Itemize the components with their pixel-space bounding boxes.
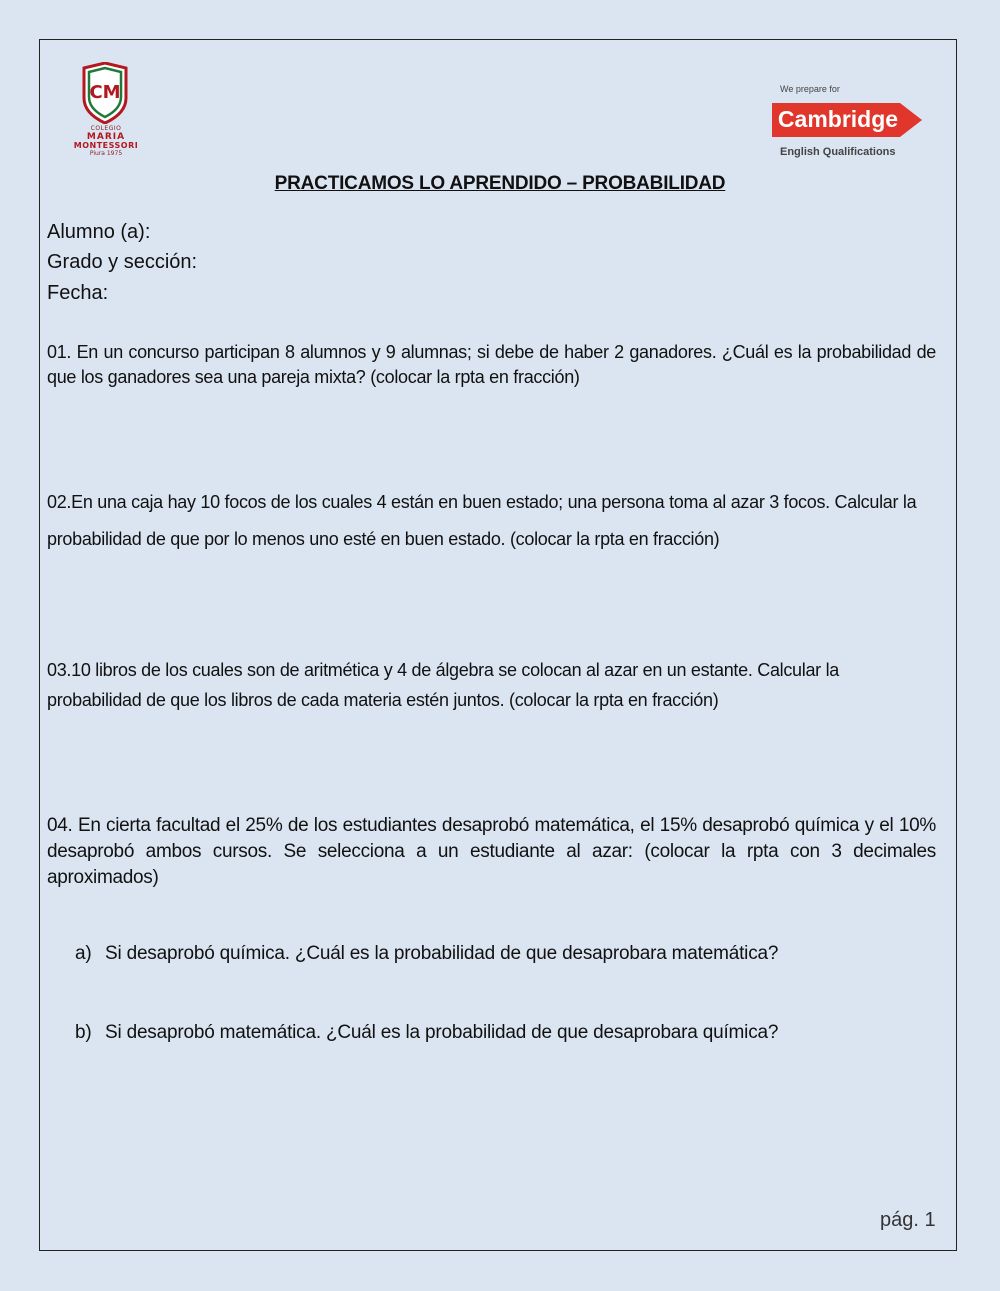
cambridge-tagline: We prepare for — [780, 84, 840, 94]
cambridge-subtitle: English Qualifications — [780, 146, 896, 158]
page-frame — [39, 39, 957, 1251]
date-field-label: Fecha: — [47, 282, 109, 304]
grade-field-label: Grado y sección: — [47, 251, 198, 273]
school-logo-line3: MONTESSORI — [73, 141, 139, 151]
school-logo-line2: MARIA — [86, 131, 126, 142]
school-logo — [68, 62, 144, 166]
page-title: PRACTICAMOS LO APRENDIDO – PROBABILIDAD — [274, 173, 726, 194]
question-4a — [75, 942, 778, 966]
school-logo-line1: COLEGIO — [90, 125, 122, 132]
question-4b-marker: b) — [75, 1022, 92, 1043]
page-number: pág. 1 — [880, 1209, 936, 1231]
question-4: 04. En cierta facultad el 25% de los estudiantes desaprobó matemática, el 15% desaprobó química y el 10% desaprobó ambos cursos. Se selecciona a un estudiante al azar: (colocar la rpta con 3 decimales aproximados) — [47, 815, 936, 888]
school-logo-line4: Piura 1975 — [89, 150, 123, 158]
question-4a-marker: a) — [75, 943, 92, 964]
school-monogram: CM — [89, 82, 121, 103]
student-field-label: Alumno (a): — [47, 221, 151, 243]
question-4a-text: Si desaprobó química. ¿Cuál es la probabilidad de que desaprobara matemática? — [105, 943, 779, 964]
question-4b — [75, 1021, 778, 1045]
cambridge-logo — [772, 84, 932, 164]
question-3: 03.10 libros de los cuales son de aritmética y 4 de álgebra se colocan al azar en un estante. Calcular la probabilidad de que los libros de cada materia estén juntos. (colocar la rpta en fracción) — [47, 660, 839, 710]
question-2: 02.En una caja hay 10 focos de los cuales 4 están en buen estado; una persona toma al azar 3 focos. Calcular la probabilidad de que por lo menos uno esté en buen estado. (colocar la rpta en fracción) — [47, 492, 917, 549]
cambridge-brand: Cambridge — [777, 106, 899, 132]
school-crest-icon — [80, 62, 130, 124]
question-1: 01. En un concurso participan 8 alumnos y 9 alumnas; si debe de haber 2 ganadores. ¿Cuál es la probabilidad de que los ganadores sea una pareja mixta? (colocar la rpta en fracción) — [47, 342, 936, 387]
question-4b-text: Si desaprobó matemática. ¿Cuál es la probabilidad de que desaprobara química? — [105, 1022, 779, 1043]
